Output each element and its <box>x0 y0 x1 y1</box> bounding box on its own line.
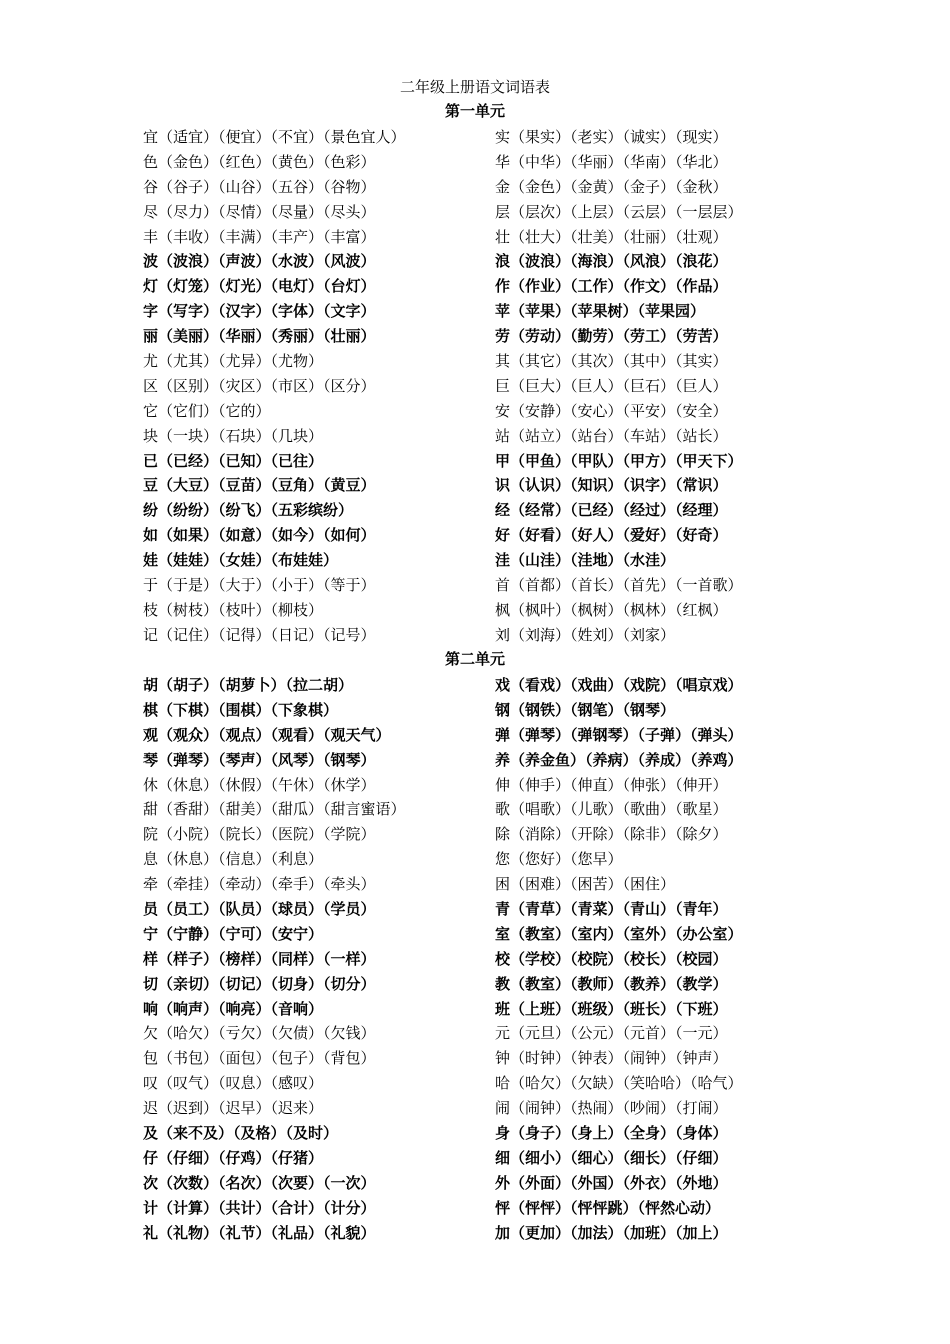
unit-1-heading: 第一单元 <box>444 102 505 120</box>
word-entry-right: 怦（怦怦）（怦怦跳）（怦然心动） <box>495 1198 721 1217</box>
word-row <box>143 922 823 947</box>
word-row <box>143 872 823 897</box>
word-entry-left: 于（于是）（大于）（小于）（等于） <box>143 576 376 595</box>
word-entry-right: 苹（苹果）（苹果树）（苹果园） <box>495 302 706 321</box>
word-entry-right: 浪（波浪）（海浪）（风浪）（浪花） <box>495 252 728 271</box>
word-entry-left: 色（金色）（红色）（黄色）（色彩） <box>143 152 376 171</box>
word-entry-left: 胡（胡子）（胡萝卜）（拉二胡） <box>143 676 354 694</box>
word-row <box>143 498 823 523</box>
word-row <box>143 1196 823 1221</box>
word-entry-left: 丰（丰收）（丰满）（丰产）（丰富） <box>143 227 376 246</box>
word-entry-left: 甜（香甜）（甜美）（甜瓜）（甜言蜜语） <box>143 800 406 819</box>
word-entry-left: 宜（适宜）（便宜）（不宜）（景色宜人） <box>143 128 406 146</box>
word-entry-left: 礼（礼物）（礼节）（礼品）（礼貌） <box>143 1223 376 1242</box>
word-row <box>143 399 823 424</box>
word-entry-left: 牵（牵挂）（牵动）（牵手）（牵头） <box>143 875 376 894</box>
word-entry-right: 室（教室）（室内）（室外）（办公室） <box>495 924 743 943</box>
word-entry-right: 弹（弹琴）（弹钢琴）（子弹）（弹头） <box>495 725 743 744</box>
word-entry-left: 纷（纷纷）（纷飞）（五彩缤纷） <box>143 501 354 520</box>
word-row <box>143 225 823 250</box>
word-entry-left: 已（已经）（已知）（已往） <box>143 451 324 470</box>
word-entry-left: 灯（灯笼）（灯光）（电灯）（台灯） <box>143 277 376 296</box>
word-row <box>143 1121 823 1146</box>
word-entry-left: 切（亲切）（切记）（切身）（切分） <box>143 974 376 993</box>
word-entry-right: 安（安静）（安心）（平安）（安全） <box>495 401 728 420</box>
word-row <box>143 698 823 723</box>
word-entry-left: 如（如果）（如意）（如今）（如何） <box>143 526 376 545</box>
word-row <box>143 748 823 773</box>
word-row <box>143 947 823 972</box>
word-entry-right: 您（您好）（您早） <box>495 850 623 869</box>
word-entry-left: 它（它们）（它的） <box>143 401 271 420</box>
unit-2-heading: 第二单元 <box>444 650 505 668</box>
word-entry-right: 哈（哈欠）（欠缺）（笑哈哈）（哈气） <box>495 1074 743 1093</box>
word-entry-right: 戏（看戏）（戏曲）（戏院）（唱京戏） <box>495 676 743 694</box>
word-entry-right: 好（好看）（好人）（爱好）（好奇） <box>495 526 728 545</box>
word-row <box>143 1046 823 1071</box>
word-entry-left: 响（响声）（响亮）（音响） <box>143 999 324 1018</box>
word-entry-right: 甲（甲鱼）（甲队）（甲方）（甲天下） <box>495 451 743 470</box>
word-row <box>143 548 823 573</box>
word-row <box>143 1071 823 1096</box>
word-entry-right: 外（外面）（外国）（外衣）（外地） <box>495 1173 728 1192</box>
word-row <box>143 773 823 798</box>
word-entry-right: 其（其它）（其次）（其中）（其实） <box>495 352 728 371</box>
word-row <box>143 897 823 922</box>
word-entry-right: 元（元旦）（公元）（元首）（一元） <box>495 1024 728 1043</box>
word-row <box>143 523 823 548</box>
word-entry-left: 字（写字）（汉字）（字体）（文字） <box>143 302 376 321</box>
word-entry-right: 除（消除）（开除）（除非）（除夕） <box>495 825 728 844</box>
word-entry-left: 包（书包）（面包）（包子）（背包） <box>143 1049 376 1068</box>
word-entry-left: 块（一块）（石块）（几块） <box>143 426 324 445</box>
word-row <box>143 424 823 449</box>
word-row <box>143 1096 823 1121</box>
word-row <box>143 972 823 997</box>
word-entry-right: 养（养金鱼）（养病）（养成）（养鸡） <box>495 750 743 769</box>
word-entry-right: 细（细小）（细心）（细长）（仔细） <box>495 1148 728 1167</box>
word-row <box>143 573 823 598</box>
word-entry-left: 观（观众）（观点）（观看）（观天气） <box>143 725 391 744</box>
word-row <box>143 200 823 225</box>
unit-2-word-list <box>143 673 823 1245</box>
word-entry-right: 困（困难）（困苦）（困住） <box>495 875 676 894</box>
word-entry-left: 息（休息）（信息）（利息） <box>143 850 324 869</box>
word-entry-left: 波（波浪）（声波）（水波）（风波） <box>143 252 376 271</box>
word-entry-left: 枝（树枝）（枝叶）（柳枝） <box>143 600 324 619</box>
word-row <box>143 847 823 872</box>
word-entry-left: 叹（叹气）（叹息）（感叹） <box>143 1074 324 1093</box>
word-entry-left: 仔（仔细）（仔鸡）（仔猪） <box>143 1148 324 1167</box>
word-entry-left: 迟（迟到）（迟早）（迟来） <box>143 1099 324 1118</box>
word-row <box>143 1146 823 1171</box>
word-row <box>143 175 823 200</box>
word-row <box>143 299 823 324</box>
word-entry-right: 身（身子）（身上）（全身）（身体） <box>495 1124 728 1143</box>
word-entry-right: 巨（巨大）（巨人）（巨石）（巨人） <box>495 376 728 395</box>
word-entry-right: 枫（枫叶）（枫树）（枫林）（红枫） <box>495 600 728 619</box>
word-entry-right: 刘（刘海）（姓刘）（刘家） <box>495 625 676 644</box>
word-row <box>143 274 823 299</box>
word-entry-left: 及（来不及）（及格）（及时） <box>143 1124 339 1143</box>
word-entry-right: 歌（唱歌）（儿歌）（歌曲）（歌星） <box>495 800 728 819</box>
word-entry-left: 宁（宁静）（宁可）（安宁） <box>143 924 324 943</box>
word-entry-left: 休（休息）（休假）（午休）（休学） <box>143 775 376 794</box>
word-entry-right: 闹（闹钟）（热闹）（吵闹）（打闹） <box>495 1099 728 1118</box>
word-row <box>143 822 823 847</box>
word-entry-left: 员（员工）（队员）（球员）（学员） <box>143 900 376 919</box>
word-entry-right: 加（更加）（加法）（加班）（加上） <box>495 1223 728 1242</box>
word-row <box>143 125 823 150</box>
word-row <box>143 1221 823 1246</box>
word-entry-right: 班（上班）（班级）（班长）（下班） <box>495 999 728 1018</box>
word-row <box>143 1021 823 1046</box>
word-row <box>143 349 823 374</box>
word-row <box>143 249 823 274</box>
word-entry-right: 层（层次）（上层）（云层）（一层层） <box>495 202 743 221</box>
word-entry-left: 次（次数）（名次）（次要）（一次） <box>143 1173 376 1192</box>
word-entry-right: 作（作业）（工作）（作文）（作品） <box>495 277 728 296</box>
page-title: 二年级上册语文词语表 <box>399 78 550 96</box>
word-row <box>143 1171 823 1196</box>
word-entry-right: 洼（山洼）（洼地）（水洼） <box>495 551 676 570</box>
word-entry-left: 欠（哈欠）（亏欠）（欠债）（欠钱） <box>143 1024 376 1043</box>
word-entry-left: 院（小院）（院长）（医院）（学院） <box>143 825 376 844</box>
word-entry-right: 站（站立）（站台）（车站）（站长） <box>495 426 728 445</box>
word-entry-left: 娃（娃娃）（女娃）（布娃娃） <box>143 551 339 570</box>
word-row <box>143 723 823 748</box>
unit-1-word-list <box>143 125 823 648</box>
word-entry-right: 教（教室）（教师）（教养）（教学） <box>495 974 728 993</box>
word-entry-left: 样（样子）（榜样）（同样）（一样） <box>143 949 376 968</box>
word-row <box>143 673 823 698</box>
word-row <box>143 473 823 498</box>
word-entry-left: 豆（大豆）（豆苗）（豆角）（黄豆） <box>143 476 376 495</box>
word-entry-right: 华（中华）（华丽）（华南）（华北） <box>495 152 728 171</box>
word-row <box>143 997 823 1022</box>
word-entry-right: 壮（壮大）（壮美）（壮丽）（壮观） <box>495 227 728 246</box>
word-entry-right: 经（经常）（已经）（经过）（经理） <box>495 501 728 520</box>
word-entry-left: 丽（美丽）（华丽）（秀丽）（壮丽） <box>143 327 376 346</box>
word-entry-right: 钢（钢铁）（钢笔）（钢琴） <box>495 700 676 719</box>
word-entry-right: 伸（伸手）（伸直）（伸张）（伸开） <box>495 775 728 794</box>
word-row <box>143 324 823 349</box>
word-entry-right: 钟（时钟）（钟表）（闹钟）（钟声） <box>495 1049 728 1068</box>
word-entry-right: 青（青草）（青菜）（青山）（青年） <box>495 900 728 919</box>
word-row <box>143 623 823 648</box>
word-row <box>143 449 823 474</box>
word-entry-left: 记（记住）（记得）（日记）（记号） <box>143 625 376 644</box>
word-row <box>143 797 823 822</box>
word-entry-right: 校（学校）（校院）（校长）（校园） <box>495 949 728 968</box>
word-row <box>143 374 823 399</box>
word-entry-right: 金（金色）（金黄）（金子）（金秋） <box>495 177 728 196</box>
word-entry-left: 谷（谷子）（山谷）（五谷）（谷物） <box>143 177 376 196</box>
word-entry-left: 计（计算）（共计）（合计）（计分） <box>143 1198 376 1217</box>
word-entry-left: 琴（弹琴）（琴声）（风琴）（钢琴） <box>143 750 376 769</box>
word-entry-left: 尽（尽力）（尽情）（尽量）（尽头） <box>143 202 376 221</box>
word-row <box>143 598 823 623</box>
word-entry-right: 首（首都）（首长）（首先）（一首歌） <box>495 576 743 595</box>
word-entry-right: 劳（劳动）（勤劳）（劳工）（劳苦） <box>495 327 728 346</box>
word-entry-right: 识（认识）（知识）（识字）（常识） <box>495 476 728 495</box>
word-entry-left: 尤（尤其）（尤异）（尤物） <box>143 352 324 371</box>
word-entry-right: 实（果实）（老实）（诚实）（现实） <box>495 128 728 146</box>
word-row <box>143 150 823 175</box>
word-entry-left: 区（区别）（灾区）（市区）（区分） <box>143 376 376 395</box>
word-entry-left: 棋（下棋）（围棋）（下象棋） <box>143 700 339 719</box>
